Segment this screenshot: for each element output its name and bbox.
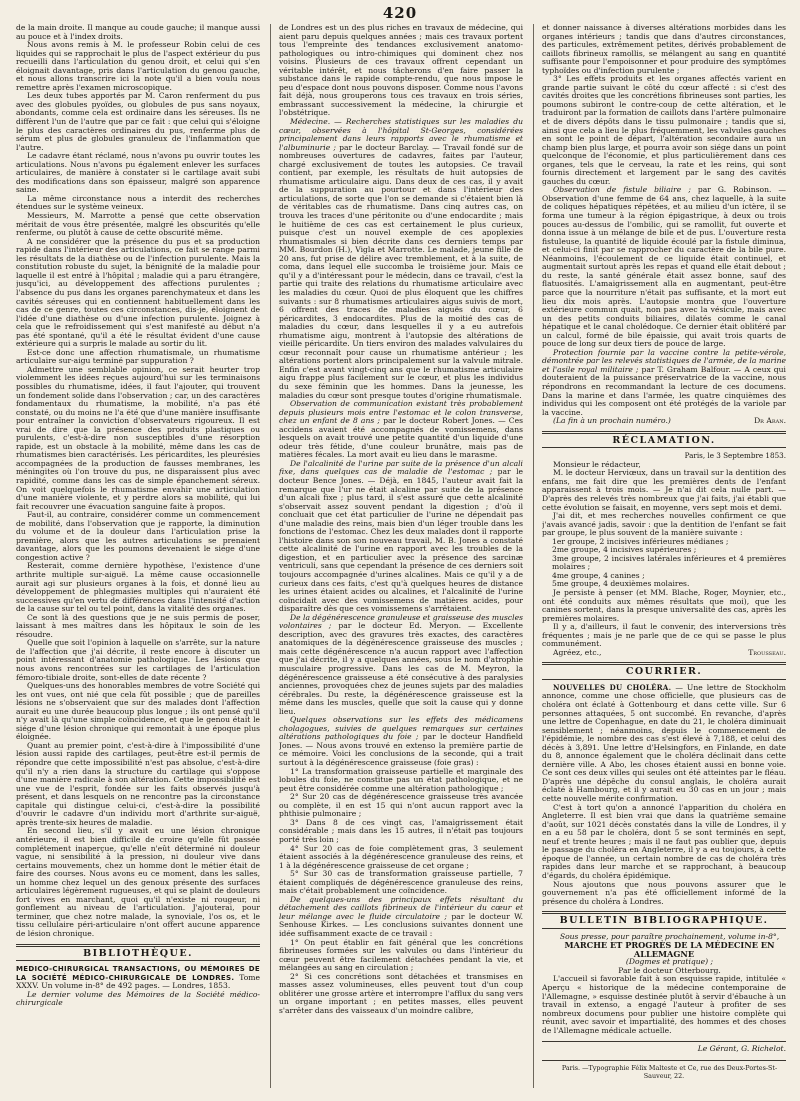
section-heading-bibliotheque: BIBLIOTHÈQUE. xyxy=(16,944,260,962)
paragraph: Resterait, comme dernière hypothèse, l'existence d'une arthrite multiple sur-aiguë. La même cause occasionnelle aurait agi sur plusieurs organes à la fois, et donné lieu au développement de phlegmasies multiples qui n'auraient été successives qu'en vertu de différences dans l'intensité d'action de la cause sur tel ou tel point, dans la vitalité des organes. xyxy=(16,561,260,614)
article-summary: par le docteur Robert Jones. — Ces accidens avaient été accompagnés de vomissemens, dans lesquels on avait trouvé une petite quantité d'un liquide d'une odeur très fétide, d'une couleur brunâtre, mais pas de matières fécales. La mort avait eu lieu dans le marasme. xyxy=(279,416,523,460)
article-summary: par le docteur W. Senhouse Kirkes. — Les conclusions suivantes donnent une idée suffisamment exacte de ce travail : xyxy=(279,911,523,938)
manager-signature: Le Gérant, G. Richelot. xyxy=(697,1044,786,1054)
signature-line xyxy=(542,417,786,426)
paragraph: 3° Les effets produits et les organes affectés varient en grande partie suivant le côté du cœur affecté : si c'est des cavités droites que les concrétions fibrineuses sont parties, les poumons subiront le contre-coup de cette altération, et le traduiront par la formation de caillots dans l'artère pulmonaire et de divers dépôts dans le tissu pulmonaire ; tandis que si, ainsi que cela a lieu le plus fréquemment, les valvules gauches en sont le point de départ, l'altération secondaire aura un champ bien plus large, et pourra avoir son siége dans un point quelconque de l'économie, et plus particulièrement dans ces organes, tels que le cerveau, la rate et les reins, qui sont fournis directement et largement par le sang des cavités gauches du cœur. xyxy=(542,74,786,186)
paragraph: Faut-il, au contraire, considérer comme un commencement de mobilité, dans l'observation que je rapporte, la diminution du volume et de la douleur dans l'articulation prise la première, alors que les autres articulations se prenaient davantage, alors que les poumons devenaient le siége d'une congestion active ? xyxy=(16,510,260,562)
paragraph xyxy=(279,716,523,767)
list-item: 1° On peut établir en fait général que les concrétions fibrineuses formées sur les valvules ou dans l'intérieur du cœur peuvent être facilement détachées pendant la vie, et mélangées au sang en circulation ; xyxy=(279,937,523,973)
section-heading-reclamation: RÉCLAMATION. xyxy=(542,431,786,449)
article-title: Observation de fistule biliaire ; xyxy=(553,185,691,195)
paragraph xyxy=(279,460,523,614)
list-item: 3° Dans 8 de ces vingt cas, l'amaigrissement était considérable ; mais dans les 15 autres, il n'était pas toujours porté très loin ; xyxy=(279,817,523,844)
section-heading-courrier: COURRIER. xyxy=(542,662,786,680)
printer-imprint: Paris. —Typographie Félix Malteste et Ce, rue des Deux-Portes-St-Sauveur, 22. xyxy=(561,1063,778,1081)
article-title: Quelques observations sur les effets des médicamens cholagogues, suivies de quelques remarques sur certaines altérations pathologiques du foie ; xyxy=(279,715,523,742)
article-summary: par T. Graham Balfour. — A ceux qui douteraient de la puissance préservatrice de la vaccine, nous répondrons en recommandant la lecture de ces documens. Dans la marine et dans l'armée, les quatre cinquièmes des individus qui les composent ont été protégés de la variole par la vaccine. xyxy=(542,364,786,417)
author-signature: Dr Aran. xyxy=(754,416,786,426)
paragraph xyxy=(279,896,523,939)
salutation: Monsieur le rédacteur, xyxy=(553,459,641,469)
book-title: MEDICO-CHIRURGICAL TRANSACTIONS, OU MÉMOIRES DE LA SOCIÉTÉ MÉDICO-CHIRURGICALE DE LONDRES. xyxy=(16,965,260,982)
section-heading-bulletin: BULLETIN BIBLIOGRAPHIQUE. xyxy=(542,911,786,929)
paragraph: Nous ajoutons que nous pouvons assurer que le gouvernement n'a pas été officiellement informé de la présence du choléra à Londres. xyxy=(542,879,786,906)
article-title: Médecine. — Recherches statistiques sur les maladies du cœur, observées à l'hôpital St-Georges, considérées principalement dans leurs rapports avec le rhumatisme et l'albuminurie ; xyxy=(279,117,523,152)
list-item: 4° Sur 20 cas de foie complètement gras, 3 seulement étaient associés à la dégénérescence granuleuse des reins, et 1 à la dégénérescence graisseuse de cet organe ; xyxy=(279,843,523,870)
continuation-note: (La fin à un prochain numéro.) xyxy=(553,416,671,426)
list-item: 1er groupe, 2 incisives inférieures médianes ; xyxy=(552,536,729,546)
article-title: Observation de communication existant très probablement depuis plusieurs mois entre l'estomac et le colon transverse, chez un enfant de 8 ans ; xyxy=(279,399,523,426)
article-summary: par le docteur Handfield Jones. — Nous avons trouvé en extenso la première partie de ce mémoire. Voici les conclusions de la seconde, qui a trait surtout à la dégénérescence graisseuse (foie gras) : xyxy=(279,732,523,768)
column-2 xyxy=(279,24,523,1092)
paragraph: Nous avons remis à M. le professeur Robin celui de ces liquides qui se rapprochait le plus de l'aspect extérieur du pus recueilli dans l'articulation du genou droit, et celui qui s'en éloignait davantage, pris dans l'articulation du genou gauche, et nous allons transcrire ici la note qu'il a bien voulu nous remettre après l'examen microscopique. xyxy=(16,40,260,92)
paragraph: Il y a, d'ailleurs, il faut le convenir, des interversions très fréquentes ; mais je ne parle que de ce qui se passe le plus communément. xyxy=(542,622,786,649)
paragraph xyxy=(16,991,260,1008)
list-item: 5° Sur 30 cas de transformation graisseuse partielle, 7 étaient compliqués de dégénérescence granuleuse des reins, mais c'était probablement une coïncidence. xyxy=(279,869,523,896)
review-intro: Le dernier volume des Mémoires de la Société médico-chirurgicale xyxy=(16,989,260,1008)
news-lead: NOUVELLES DU CHOLÉRA. xyxy=(553,682,672,692)
list-item: 2me groupe, 4 incisives supérieures ; xyxy=(552,545,697,555)
letter-date: Paris, le 3 Septembre 1853. xyxy=(684,451,786,461)
article-summary: par le docteur Bence Jones. — Déjà, en 1845, l'auteur avait fait la remarque que l'ur ne était alcaline par suite de la présence d'un alcali fixe ; plus tard, il s'est assuré que cette alcalinité s'observait assez souvent pendant la digestion ; d'où il concluait que cet état particulier de l'urine ne dépendait pas d'une maladie des reins, mais bien d'un léger trouble dans les fonctions de l'estomac. Chez les deux malades dont il rapporte l'histoire dans son son nouveau travail, M. B. Jones a constaté cette alcalinité de l'urine en rapport avec les troubles de la digestion, et en particulier avec la présence des sarcinæ ventriculi, sans que cependant la présence de ces derniers soit toujours accompagnée d'urines alcalines. Mais ce qu'il y a de curieux dans ces faits, c'est qu'à quelques heures de distance les urines étaient acides ou alcalines, et l'alcalinité de l'urine coïncidait avec des vomissemens de matières acides, pour disparaître dès que ces vomissemens s'arrêtaient. xyxy=(279,467,523,614)
paragraph xyxy=(542,349,786,417)
paragraph: Ce sont là des questions que je ne suis permis de poser, laissant à mes maîtres dans les hôpitaux le soin de les résoudre. xyxy=(16,612,260,639)
book-subtitle-text: (Dogmes et pratique) ; xyxy=(625,957,714,967)
paragraph: Quelle que soit l'opinion à laquelle on s'arrête, sur la nature de l'affection que j'ai décrite, il reste encore à discuter un point intéressant d'anatomie pathologique. Les lésions que nous avons rencontrées sur les cartilages de l'articulation fémoro-tibiale droite, sont-elles de date récente ? xyxy=(16,638,260,682)
article-title: De l'alcalinité de l'urine par suite de la présence d'un alcali fixe, dans quelques cas de maladie de l'estomac ; xyxy=(279,458,523,477)
paragraph xyxy=(542,186,786,348)
list-item: 4me groupe, 4 canines ; xyxy=(552,570,645,580)
article-summary: par le docteur Ed. Meryon. — Excellente description, avec des gravures très exactes, des caractères anatomiques de la dégénérescence graisseuse des muscles ; mais cette dégénérescence n'a aucun rapport avec l'affection que j'ai décrite, il y a quelques années, sous le nom d'atrophie musculaire progressive. Dans les cas de M. Meyron, la dégénérescence graisseuse a été consécutive à des paralysies anciennes, provoquées chez de jeunes sujets par des maladies cérébrales. Du reste, la dégénérescence graisseuse est la même dans les muscles, quelle que soit la cause qui y donne lieu. xyxy=(279,621,523,716)
column-3 xyxy=(542,24,786,1092)
paragraph: Admettre une semblable opinion, ce serait heurter trop violemment les idées reçues aujourd'hui sur les terminaisons possibles du rhumatisme, idées, il faut l'ajouter, qui trouvent un fondement solide dans l'observation ; car, un des caractères fondamentaux du rhumatisme, la mobilité, n'a pas été constaté, ou du moins ne l'a été que d'une manière insuffisante pour entraîner la conviction d'observateurs rigoureux. Il est vrai de dire que la présence des produits plastiques ou purulents, c'est-à-dire non susceptibles d'une résorption rapide, est un obstacle à la mobilité, même dans les cas de rhumatismes bien caractérisés. Les péricardites, les pleurésies accompagnées de la production de fausses membranes, les méningites où l'on trouve du pus, ne disparaissent plus avec rapidité, comme dans les cas de simple épanchement séreux. On voit quelquefois le rhumatisme envahir une articulation d'une manière violente, et y perdre alors sa mobilité, qui lui fait recouvrer une évacuation sanguine faite à propos. xyxy=(16,364,260,511)
paragraph: de Londres est un des plus riches en travaux de médecine, qui aient paru depuis quelques années ; mais ces travaux portent tous l'empreinte des tendances exclusivement anatomo-pathologiques ou intro-chimiques qui dominent chez nos voisins. Plusieurs de ces travaux offrent cependant un véritable intérêt, et nous tâcherons d'en faire passer la substance dans le rapide compte-rendu, que nous impose le peu d'espace dont nous pouvons disposer. Comme nous l'avons fait déjà, nous grouperons tous ces travaux en trois séries, embrassant successivement la médecine, la chirurgie et l'obstétrique. xyxy=(279,24,523,118)
dentition-groups xyxy=(542,538,786,589)
paragraph: C'est à tort qu'on a annoncé l'apparition du choléra en Angleterre. Il est bien vrai que dans la quatrième semaine d'août, sur 1021 décès constatés dans la ville de Londres, il y en a eu 58 par le choléra, dont 5 se sont terminés en sept, neuf et trente heures ; mais il ne faut pas oublier que, depuis le passage du choléra en Angleterre, il y a eu toujours, à cette époque de l'année, un certain nombre de cas de choléra très rapides dans leur marche et se rapprochant, à beaucoup d'égards, du choléra épidémique. xyxy=(542,802,786,880)
paragraph: et donner naissance à diverses altérations morbides dans les organes intérieurs ; tandis que dans d'autres circonstances, des particules, extrêmement petites, dérivés probablement de caillots fibrineux ramollis, se mélangent au sang en quantité suffisante pour l'empoisonner et pour produire des symptômes typhoïdes ou d'infection purulente ; xyxy=(542,24,786,75)
paragraph: M. le docteur Herviœux, dans un travail sur la dentition des enfans, me fait dire que les premières dents de l'enfant apparaissent à trois mois. — Je n'ai dit cela nulle part. — D'après des relevés très nombreux que j'ai faits, j'ai établi que cette évolution se faisait, en moyenne, vers sept mois et demi. xyxy=(542,468,786,512)
author-signature: Trousseau. xyxy=(748,647,786,657)
paragraph: Quant au premier point, c'est-à-dire à l'impossibilité d'une lésion aussi rapide des cartilages, peut-être est-il permis de répondre que cette impossibilité n'est pas absolue, c'est-à-dire qu'il n'y a rien dans la structure du cartilage qui s'oppose d'une manière radicale à son altération. Cette impossibilité est une vue de l'esprit, fondée sur les faits observés jusqu'à présent, et dans lesquels on ne rencontre pas la circonstance capitale qui distingue celui-ci, c'est-à-dire la possibilité d'ouvrir le cadavre d'un individu mort d'arthrite sur-aiguë, après trente-six heures de maladie. xyxy=(16,740,260,827)
paragraph: Quelques-uns des honorables membres de votre Société qui les ont vues, ont nié que cela fût possible ; que de pareilles lésions ne s'observaient que sur des malades dont l'affection aurait eu une durée beaucoup plus longue ; ils ont pensé qu'il n'y avait là qu'une simple coïncidence, et que le genou était le siége d'une lésion chronique qui remontait à une époque plus éloignée. xyxy=(16,681,260,742)
paragraph xyxy=(279,400,523,460)
book-details: Tome XXXV. Un volume in-8° de 492 pages. — Londres, 1853. xyxy=(16,972,260,991)
news-body: — Une lettre de Stockholm annonce, comme une chose officielle, que plusieurs cas de choléra ont éclaté à Gottenbourg et dans cette ville. Sur 6 personnes attaquées, 5 ont succombé. En revanche, d'après une lettre de Copenhague, en date du 21, le choléra diminuait sensiblement ; néanmoins, depuis le commencement de l'épidémie, le nombre des cas s'est élevé à 7,188, et celui des décès à 3,891. Une lettre d'Helsingfors, en Finlande, en date du 8, annonce également que le choléra déclinait dans cette dernière ville. A Abo, les choses étaient aussi en bonne voie. Ce sont ces deux villes qui seules ont été atteintes par le fléau. D'après une dépêche du consul anglais, le choléra aurait éclaté à Hambourg, et il y aurait eu 30 cas en un jour ; mais cette nouvelle mérite confirmation. xyxy=(542,682,786,804)
page-number: 420 xyxy=(382,4,418,22)
announcement-text: Sous presse, pour paraître prochainement, volume in-8°, xyxy=(559,931,780,941)
paragraph xyxy=(279,614,523,717)
book-author: Par le docteur Otterbourg. xyxy=(618,965,721,975)
closing: Agréez, etc., xyxy=(553,647,602,657)
column-divider xyxy=(533,24,534,1088)
list-item: 3me groupe, 2 incisives latérales inférieures et 4 premières molaires ; xyxy=(552,553,786,572)
article-title: Protection fournie par la vaccine contre la petite-vérole, démontrée par les relevés statistiques de l'armée, de la marine et l'asile royal militaire ; xyxy=(542,347,786,374)
list-item: 2° Sur 20 cas de dégénérescence graisseuse très avancée ou complète, il en est 15 qui n'ont aucun rapport avec la phthisie pulmonaire ; xyxy=(279,792,523,819)
paragraph: A ne considérer que la présence du pus et sa production rapide dans l'intérieur des articulations, ce fait se range parmi les résultats de la diathèse ou de l'infection purulente. Mais la constitution robuste du sujet, la bénignité de la maladie pour laquelle il est entré à l'hôpital ; maladie qui a paru étrangère, jusqu'ici, au développement des affections purulentes ; l'absence du pus dans les organes parenchymateux et dans les cavités séreuses qui en contiennent habituellement dans les cas de ce genre, toutes ces circonstances, dis-je, éloignent de l'idée d'une diathèse ou d'une infection purulente. Joignez à cela que le refroidissement qui s'est manifesté au début n'a pas été spontané, qu'il a été le résultat évident d'une cause extérieure qui a surpris le malade au sortir du lit. xyxy=(16,236,260,349)
paragraph: Est-ce donc une affection rhumatismale, un rhumatisme articulaire sur-aigu terminé par suppuration ? xyxy=(16,347,260,366)
column-1 xyxy=(16,24,260,1092)
footer-divider xyxy=(542,1041,786,1042)
paragraph: L'accueil si favorable fait à son esquisse rapide, intitulée « Aperçu « historique de la médecine contemporaine de l'Allemagne, » esquisse destinée plutôt à servir d'ébauche à un travail in extenso, a engagé l'auteur à profiter de ses nombreux documens pour publier une histoire complète qui réunit, avec savoir et impartialité, des hommes et des choses de l'Allemagne médicale actuelle. xyxy=(542,974,786,1035)
conclusions-list xyxy=(279,768,523,896)
signature-line xyxy=(542,649,786,658)
paragraph: J'ai dit, et mes recherches nouvelles confirment ce que j'avais avancé jadis, savoir : que la dentition de l'enfant se fait par groupe, le plus souvent de la manière suivante : xyxy=(542,511,786,538)
list-item: 2° Si ces concrétions sont détachées et transmises en masses assez volumineuses, elles peuvent tout d'un coup oblitérer une grosse artère et interrompre l'afflux du sang vers un organe important ; en petites masses, elles peuvent s'arrêter dans des vaisseaux d'un moindre calibre, xyxy=(279,971,523,1015)
column-divider xyxy=(270,24,271,1088)
book-title: MARCHE ET PROGRÈS DE LA MÉDECINE EN ALLEMAGNE xyxy=(564,940,775,959)
paragraph: La même circonstance nous a interdit des recherches étendues sur le système veineux. xyxy=(16,193,260,212)
paragraph: Le cadavre étant réclamé, nous n'avons pu ouvrir toutes les articulations. Nous n'avons pu également enlever les surfaces articulaires, de manière à constater si le cartilage avait subi des modifications dans son épaisseur, malgré son apparence saine. xyxy=(16,151,260,195)
article-summary: par le docteur Barclay. — Travail fondé sur de nombreuses ouvertures de cadavres, faites par l'auteur, chargé exclusivement de toutes les autopsies. Ce travail contient, par exemple, les résultats de huit autopsies de rhumatisme articulaire aigu. Dans deux de ces cas, il y avait de la suppuration au pourtour et dans l'intérieur des articulations, de sorte que l'on se demande si c'étaient bien là de véritables cas de rhumatisme. Dans cinq autres cas, on trouva les traces d'une péritonite ou d'une endocardite ; mais le huitième de ces cas est certainement le plus curieux, puisque c'est un nouvel exemple de ces apoplexies rhumatismales si bien décrite dans ces derniers temps par MM. Bourdon (H.), Vigla et Marrotte. Le malade, jeune fille de 20 ans, fut prise de délire avec tremblement, et à la suite, de coma, dans lequel elle succomba le troisième jour. Mais ce qu'il y a d'intéressant pour le médecin, dans ce travail, c'est la partie qui traite des relations du rhumatisme articulaire avec les maladies du cœur. Quoi de plus éloquent que les chiffres suivants : sur 8 rhumatismes articulaires aigus suivis de mort, 6 offrent des traces de maladies aiguës du cœur, 6 péricardites, 3 endocardites. Plus de la moitié des cas de maladies du cœur, dans lesquelles il y a eu autrefois rhumatisme aigu, montrent à l'autopsie des altérations de vieille péricardite. Un tiers environ des malades valvulaires du cœur reconnaît pour cause un rhumatisme antérieur ; les altérations portent alors principalement sur la valvule mitrale. Enfin c'est avant vingt-cinq ans que le rhumatisme articulaire aigu frappe plus facilement sur le cœur, et plus les individus du sexe féminin que les hommes. Dans la jeunesse, les maladies du cœur sont presque toutes d'origine rhumatismale. xyxy=(279,142,523,400)
paragraph: Messieurs, M. Marrotte a pensé que cette observation méritait de vous être présentée, malgré les obscurités qu'elle renferme, ou plutôt à cause de cette obscurité même. xyxy=(16,211,260,238)
article-title: De quelques-uns des principaux effets résultant du détachement des caillots fibrineux de l'intérieur du cœur et leur mélange avec le fluide circulatoire ; xyxy=(279,894,523,921)
paragraph xyxy=(279,118,523,400)
article-summary: par G. Robinson. — Observation d'une femme de 64 ans, chez laquelle, à la suite de coliques hépatiques répétées, et au milieu d'un ictère, il se forma une tumeur à la région épigastrique, à deux ou trois pouces au-dessus de l'ombilic, qui se ramollit, fut ouverte et donna issue à un mélange de bile et de pus. L'ouverture resta fistuleuse, la quantité de liquide écoulé par la fistule diminua, et celui-ci finit par se rapprocher du caractère de la bile pure. Néanmoins, l'écoulement de ce liquide était continuel, et augmentait surtout après les repas et quand elle était debout ; du reste, la santé générale était assez bonne, sauf des flatuosités. L'amaigrissement alla en augmentant, peut-être parce que la nourriture n'était pas suffisante, et la mort eut lieu dix mois après. L'autopsie montra que l'ouverture extérieure commun quait, non pas avec la vésicule, mais avec un des petits conduits biliaires, dilatés comme le canal hépatique et le canal cholédoque. Ce dernier était oblitéré par un calcul, formé de bile épaissie, qui avait trois quarts de pouce de long sur deux tiers de pouce de large. xyxy=(542,185,786,349)
article-title: De la dégénérescence granuleuse et graisseuse des muscles volontaires ; xyxy=(279,612,523,631)
paragraph: Je persiste à penser (et MM. Blache, Roger, Moynier, etc., ont été conduits aux mêmes résultats que moi), que les canines sortent, dans la presque universalité des cas, après les premières molaires. xyxy=(542,588,786,623)
paragraph: Les deux tubes apportés par M. Caron renferment du pus avec des globules pyoïdes, ou globules de pus sans noyaux, abondants, comme cela est ordinaire dans les séreuses. Ils ne diffèrent l'un de l'autre que par ce fait : que celui qui s'éloigne le plus des caractères ordinaires du pus, renferme plus de sérum et plus de globules granuleux de l'inflammation que l'autre. xyxy=(16,91,260,152)
paragraph xyxy=(542,684,786,804)
book-entry xyxy=(16,965,260,991)
list-item: 5me groupe, 4 deuxièmes molaires. xyxy=(552,579,690,589)
paragraph: de la main droite. Il manque au coude gauche; il manque aussi au pouce et à l'index droits. xyxy=(16,24,260,41)
footer-divider xyxy=(542,1060,786,1061)
list-item: 1° La transformation graisseuse partielle et marginale des lobules du foie, ne constitue pas un état pathologique, et ne peut être considérée comme une altération pathologique ; xyxy=(279,766,523,793)
paragraph: En second lieu, s'il y avait eu une lésion chronique antérieure, il est bien difficile de croire qu'elle fût passée complétement inaperçue, qu'elle n'eût déterminé ni douleur vague, ni sensibilité à la pression, ni douleur vive dans certains mouvements, chez un homme dont le métier était de faire des courses. Nous avons eu ce moment, dans les salles, un homme chez lequel un des genoux présente des surfaces articulaires légèrement rugueuses, et qui se plaint de douleurs fort vives en marchant, quoi qu'il n'existe ni rougeur, ni gonflement au niveau de l'articulation. J'ajouterai, pour terminer, que chez notre malade, la synoviale, l'os os, et le tissu cellulaire péri-articulaire n'ont offert aucune apparence de lésion chronique. xyxy=(16,826,260,938)
